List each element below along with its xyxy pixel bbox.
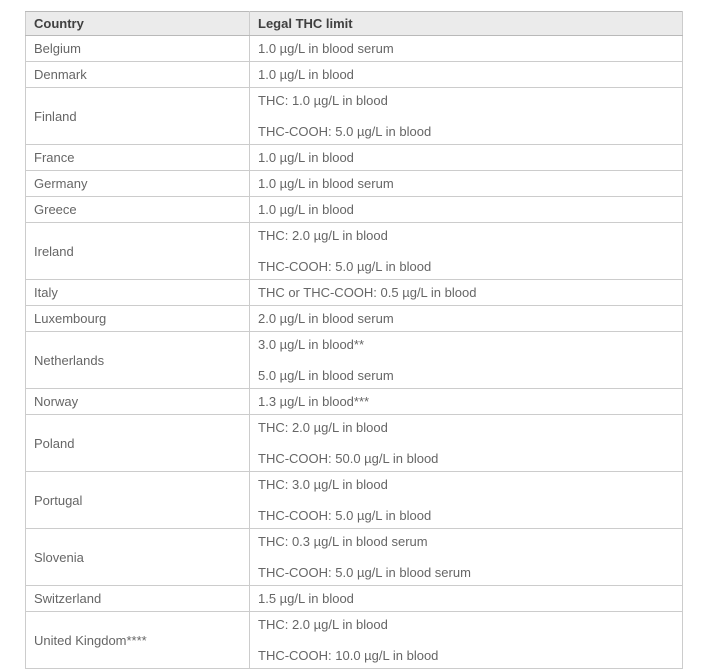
table-row	[26, 280, 683, 306]
column-header-country: Country	[26, 12, 250, 36]
country-cell: Greece	[26, 197, 250, 223]
column-header-legal-thc-limit: Legal THC limit	[250, 12, 683, 36]
country-cell: Slovenia	[26, 529, 250, 586]
limit-cell	[250, 36, 683, 62]
table-row	[26, 529, 683, 586]
table-header-row	[26, 12, 683, 36]
table-row	[26, 171, 683, 197]
limit-line: THC-COOH: 5.0 µg/L in blood serum	[258, 565, 471, 580]
country-cell: Portugal	[26, 472, 250, 529]
country-cell: Italy	[26, 280, 250, 306]
limit-cell	[250, 88, 683, 145]
limit-line: 1.0 µg/L in blood serum	[258, 41, 394, 56]
limit-line: THC-COOH: 5.0 µg/L in blood	[258, 124, 432, 139]
limit-line: THC: 0.3 µg/L in blood serum	[258, 534, 428, 549]
table-row	[26, 36, 683, 62]
limit-line: 1.0 µg/L in blood	[258, 150, 354, 165]
table-row	[26, 306, 683, 332]
country-cell: Poland	[26, 415, 250, 472]
table-row	[26, 472, 683, 529]
limit-cell	[250, 389, 683, 415]
limit-cell	[250, 145, 683, 171]
limit-line: 1.0 µg/L in blood	[258, 202, 354, 217]
country-cell: Denmark	[26, 62, 250, 88]
table-row	[26, 586, 683, 612]
thc-limit-table-container	[25, 11, 682, 669]
limit-line: THC or THC-COOH: 0.5 µg/L in blood	[258, 285, 477, 300]
country-cell: United Kingdom****	[26, 612, 250, 669]
country-cell: Belgium	[26, 36, 250, 62]
limit-line: 3.0 µg/L in blood**	[258, 337, 365, 352]
country-cell: Ireland	[26, 223, 250, 280]
table-row	[26, 197, 683, 223]
limit-line: 1.0 µg/L in blood	[258, 67, 354, 82]
table-row	[26, 62, 683, 88]
limit-line: THC-COOH: 5.0 µg/L in blood	[258, 259, 432, 274]
limit-line: THC: 2.0 µg/L in blood	[258, 228, 388, 243]
table-row	[26, 389, 683, 415]
limit-line: THC-COOH: 5.0 µg/L in blood	[258, 508, 432, 523]
limit-line: 1.5 µg/L in blood	[258, 591, 354, 606]
limit-cell	[250, 62, 683, 88]
limit-line: THC: 3.0 µg/L in blood	[258, 477, 388, 492]
country-cell: Norway	[26, 389, 250, 415]
country-cell: France	[26, 145, 250, 171]
thc-limit-table	[25, 11, 683, 669]
limit-cell	[250, 529, 683, 586]
limit-cell	[250, 332, 683, 389]
limit-line: 5.0 µg/L in blood serum	[258, 368, 394, 383]
limit-cell	[250, 472, 683, 529]
country-cell: Germany	[26, 171, 250, 197]
limit-line: 1.3 µg/L in blood***	[258, 394, 370, 409]
limit-cell	[250, 223, 683, 280]
limit-cell	[250, 171, 683, 197]
limit-cell	[250, 415, 683, 472]
table-row	[26, 332, 683, 389]
table-row	[26, 612, 683, 669]
limit-cell	[250, 306, 683, 332]
table-row	[26, 415, 683, 472]
limit-cell	[250, 586, 683, 612]
table-body	[26, 36, 683, 669]
limit-line: THC: 2.0 µg/L in blood	[258, 420, 388, 435]
limit-line: THC: 1.0 µg/L in blood	[258, 93, 388, 108]
limit-line: 1.0 µg/L in blood serum	[258, 176, 394, 191]
table-row	[26, 88, 683, 145]
country-cell: Luxembourg	[26, 306, 250, 332]
country-cell: Switzerland	[26, 586, 250, 612]
limit-cell	[250, 197, 683, 223]
limit-line: 2.0 µg/L in blood serum	[258, 311, 394, 326]
limit-cell	[250, 612, 683, 669]
limit-line: THC: 2.0 µg/L in blood	[258, 617, 388, 632]
country-cell: Finland	[26, 88, 250, 145]
table-row	[26, 145, 683, 171]
table-row	[26, 223, 683, 280]
country-cell: Netherlands	[26, 332, 250, 389]
limit-line: THC-COOH: 50.0 µg/L in blood	[258, 451, 439, 466]
limit-cell	[250, 280, 683, 306]
limit-line: THC-COOH: 10.0 µg/L in blood	[258, 648, 439, 663]
